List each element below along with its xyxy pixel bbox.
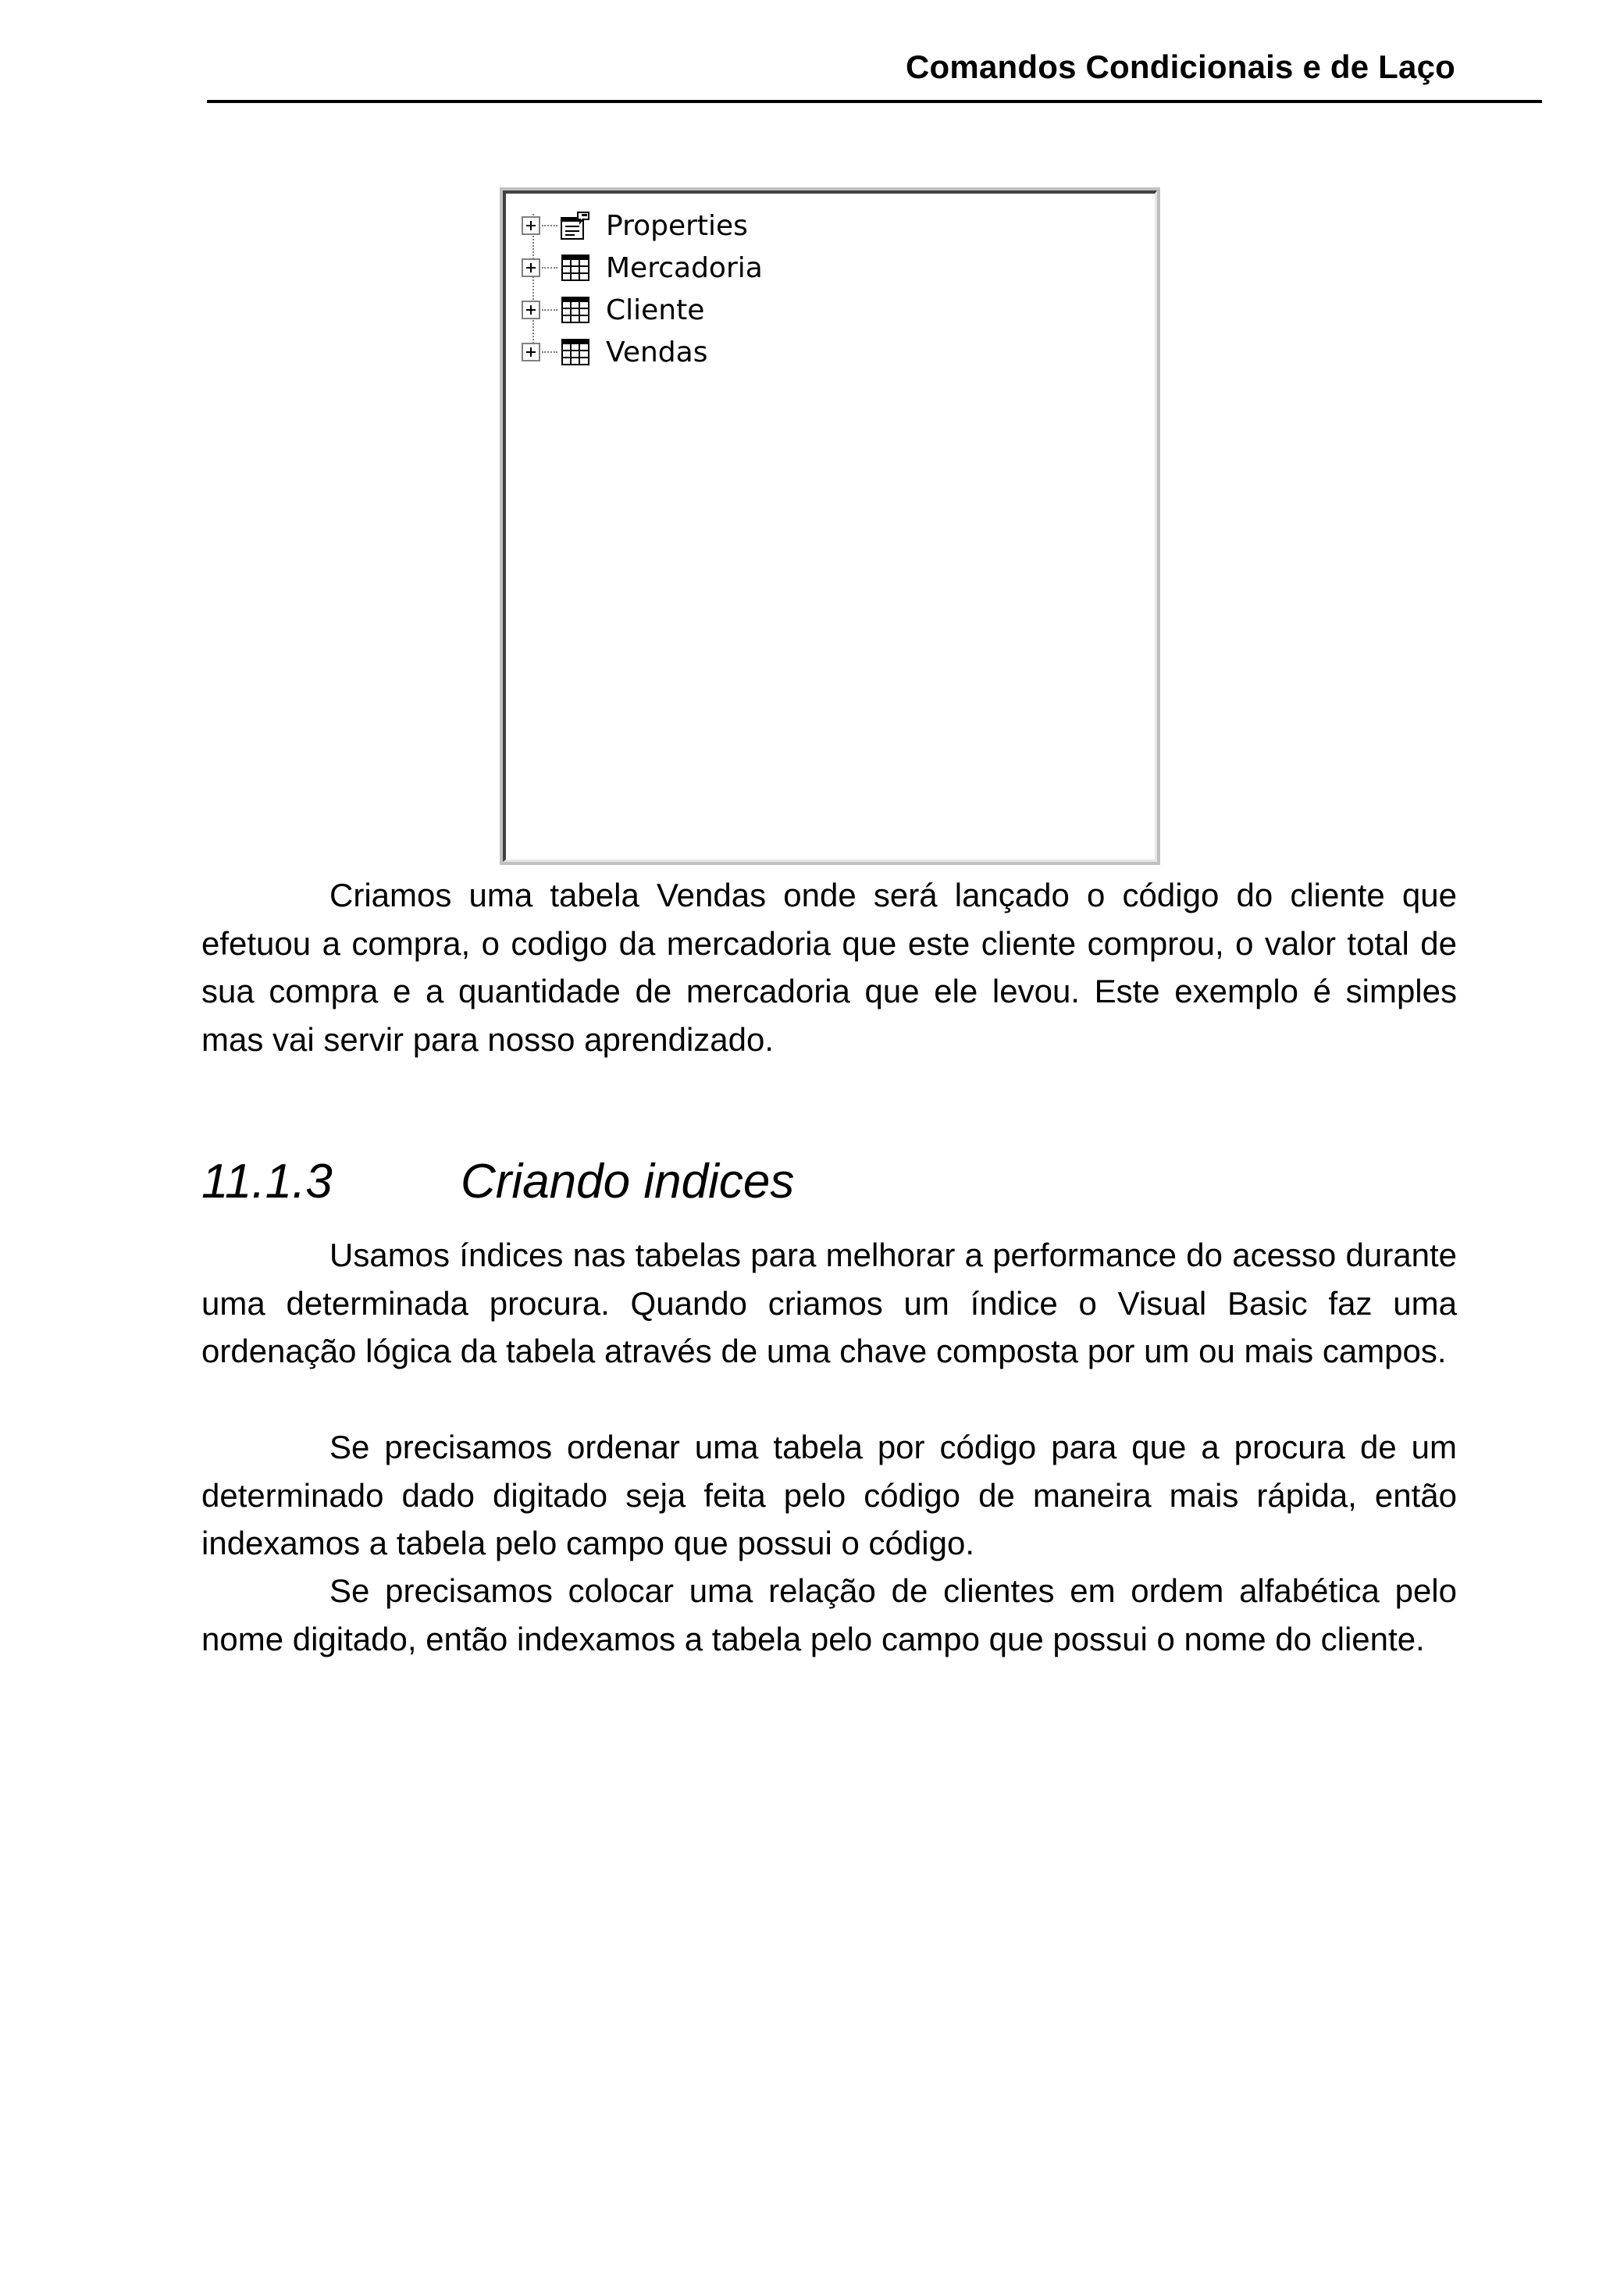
tree-item-mercadoria[interactable] xyxy=(522,248,763,287)
paragraph-text: Criamos uma tabela Vendas onde será lançado o código do cliente que efetuou a compra, o codigo da mercadoria que este cliente comprou, o valor total de sua compra e a quantidade de mercadoria que ele levou. Este exemplo é simples mas vai servir para nosso aprendizado. xyxy=(201,877,1457,1058)
tree-item-properties[interactable] xyxy=(522,206,748,245)
section-heading xyxy=(201,1154,794,1209)
paragraph-indices-intro xyxy=(201,1231,1457,1376)
tree-view-frame xyxy=(500,187,1160,865)
expand-icon[interactable] xyxy=(522,258,540,277)
table-icon xyxy=(559,252,592,283)
tree-item-label: Vendas xyxy=(606,336,708,368)
paragraph-text: Usamos índices nas tabelas para melhorar a performance do acesso durante uma determinada procura. Quando criamos um índice o Visual Basic faz uma ordenação lógica da tabela através de uma chave composta por um ou mais campos. xyxy=(201,1237,1457,1369)
tree-item-label: Mercadoria xyxy=(606,251,763,284)
expand-icon[interactable] xyxy=(522,343,540,361)
paragraph-text: Se precisamos ordenar uma tabela por código para que a procura de um determinado dado digitado seja feita pelo código de maneira mais rápida, então indexamos a tabela pelo campo que possui o código. xyxy=(201,1429,1457,1561)
paragraph-order-by-name xyxy=(201,1567,1457,1663)
section-title: Criando indices xyxy=(461,1155,795,1209)
tree-item-cliente[interactable] xyxy=(522,290,704,329)
tree-item-label: Properties xyxy=(606,209,748,242)
tree-item-label: Cliente xyxy=(606,294,705,326)
properties-icon xyxy=(559,210,592,241)
header-rule xyxy=(207,100,1542,103)
tree-view[interactable] xyxy=(503,190,1157,862)
paragraph-order-by-code xyxy=(201,1423,1457,1568)
expand-icon[interactable] xyxy=(522,301,540,319)
section-number: 11.1.3 xyxy=(201,1155,333,1209)
tree-item-vendas[interactable] xyxy=(522,333,707,372)
running-header: Comandos Condicionais e de Laço xyxy=(906,48,1455,85)
table-icon xyxy=(559,336,592,368)
paragraph-vendas-table xyxy=(201,871,1457,1063)
table-icon xyxy=(559,294,592,326)
expand-icon[interactable] xyxy=(522,216,540,235)
paragraph-text: Se precisamos colocar uma relação de clientes em ordem alfabética pelo nome digitado, então indexamos a tabela pelo campo que possui o nome do cliente. xyxy=(201,1572,1457,1657)
